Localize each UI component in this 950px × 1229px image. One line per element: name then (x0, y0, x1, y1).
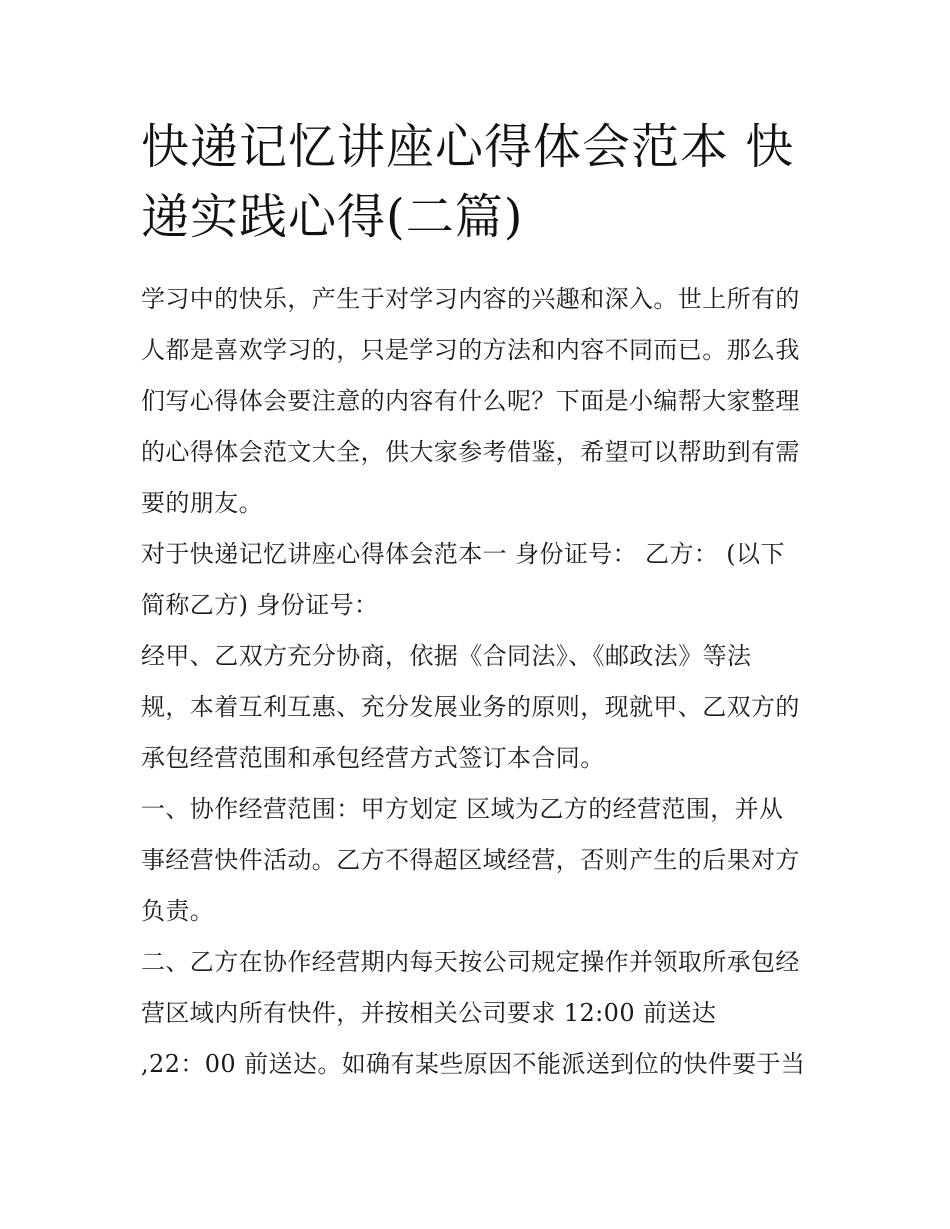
text-line: 负责。 (141, 897, 215, 925)
paragraph-clause-1 (141, 784, 813, 937)
paragraph-clause-2 (141, 937, 813, 1090)
text-line: 简称乙方) 身份证号： (141, 591, 379, 619)
text-line: 们写心得体会要注意的内容有什么呢？下面是小编帮大家整理 (141, 387, 800, 415)
document-page (141, 112, 813, 1090)
text-line: 对于快递记忆讲座心得体会范本一 身份证号： 乙方： (以下 (141, 540, 785, 568)
paragraph-intro (141, 274, 813, 529)
document-title (141, 112, 813, 252)
text-line: 承包经营范围和承包经营方式签订本合同。 (141, 744, 605, 772)
text-line: 二、乙方在协作经营期内每天按公司规定操作并领取所承包经 (141, 948, 800, 976)
document-body (141, 274, 813, 1090)
text-line: 经甲、乙双方充分协商，依据《合同法》、《邮政法》等法 (141, 642, 752, 670)
paragraph-agreement (141, 631, 813, 784)
text-line: 规，本着互利互惠、充分发展业务的原则，现就甲、乙双方的 (141, 693, 800, 721)
title-line: 递实践心得(二篇) (141, 189, 524, 245)
paragraph-parties (141, 529, 813, 631)
text-line: ,22：00 前送达。如确有某些原因不能派送到位的快件要于当 (141, 1050, 806, 1078)
text-line: 人都是喜欢学习的，只是学习的方法和内容不同而已。那么我 (141, 336, 800, 364)
text-line: 一、协作经营范围：甲方划定 区域为乙方的经营范围，并从 (141, 795, 784, 823)
title-line: 快递记忆讲座心得体会范本 快 (141, 119, 795, 175)
text-line: 营区域内所有快件，并按相关公司要求 12:00 前送达 (141, 999, 717, 1027)
text-line: 要的朋友。 (141, 489, 263, 517)
text-line: 学习中的快乐，产生于对学习内容的兴趣和深入。世上所有的 (141, 285, 800, 313)
text-line: 的心得体会范文大全，供大家参考借鉴，希望可以帮助到有需 (141, 438, 800, 466)
text-line: 事经营快件活动。乙方不得超区域经营，否则产生的后果对方 (141, 846, 800, 874)
